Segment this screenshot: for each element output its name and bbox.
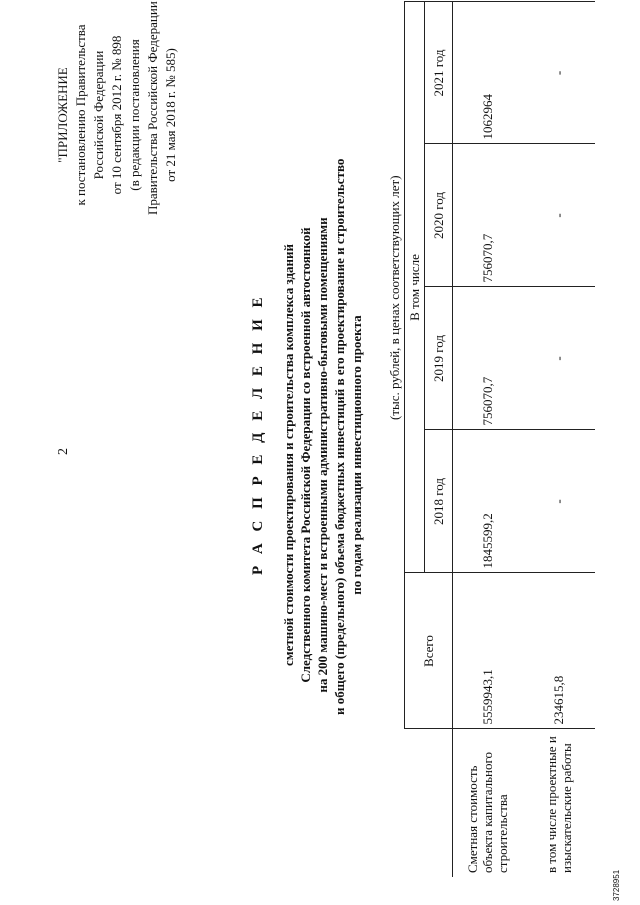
- subtitle-line: сметной стоимости проектирования и строительства комплекса зданий: [281, 244, 296, 666]
- table-corner-cell: [405, 729, 453, 877]
- distribution-table: [404, 2, 595, 878]
- appendix-line: к постановлению Правительства: [73, 24, 88, 206]
- row-label: Сметная стоимость объекта капитального строительства: [453, 729, 523, 877]
- appendix-line: от 10 сентября 2012 г. № 898: [109, 35, 124, 195]
- appendix-block: [54, 1, 180, 215]
- header-year: 2020 год: [425, 144, 453, 287]
- header-year: 2018 год: [425, 430, 453, 573]
- row-value: -: [523, 2, 595, 144]
- table-row: [453, 2, 523, 877]
- row-value: 756070,7: [453, 144, 523, 287]
- document-subtitle: [280, 158, 365, 715]
- row-value: -: [523, 287, 595, 430]
- row-value: 756070,7: [453, 287, 523, 430]
- appendix-line: от 21 мая 2018 г. № 585): [163, 48, 178, 182]
- row-value: -: [523, 430, 595, 573]
- units-note: (тыс. рублей, в ценах соответствующих лет): [387, 175, 402, 420]
- document-heading: Р А С П Р Е Д Е Л Е Н И Е: [250, 293, 266, 575]
- subtitle-line: на 200 машино-мест и встроенными административно-бытовыми помещениями: [315, 217, 330, 693]
- appendix-line: (в редакции постановления: [127, 39, 142, 191]
- row-total: 5559943,1: [453, 573, 523, 729]
- table-header-row: [405, 2, 425, 877]
- appendix-line: "ПРИЛОЖЕНИЕ: [55, 67, 70, 163]
- subtitle-line: Следственного комитета Российской Федерации со встроенной автостоянкой: [298, 227, 313, 683]
- subtitle-line: по годам реализации инвестиционного проекта: [349, 315, 364, 595]
- row-label: в том числе проектные и изыскательские работы: [523, 729, 595, 877]
- row-value: 1845599,2: [453, 430, 523, 573]
- table-row: [523, 2, 595, 877]
- subtitle-line: и общего (предельного) объема бюджетных инвестиций в его проектирование и строительство: [332, 158, 347, 715]
- row-value: -: [523, 144, 595, 287]
- appendix-line: Правительства Российской Федерации: [145, 1, 160, 215]
- row-total: 234615,8: [523, 573, 595, 729]
- header-year: 2019 год: [425, 287, 453, 430]
- row-value: 1062964: [453, 2, 523, 144]
- page-number: 2: [56, 448, 71, 455]
- header-total: Всего: [405, 573, 453, 729]
- document-number: 3728951: [612, 869, 621, 901]
- header-group: В том числе: [405, 2, 425, 573]
- header-year: 2021 год: [425, 2, 453, 144]
- appendix-line: Российской Федерации: [91, 50, 106, 180]
